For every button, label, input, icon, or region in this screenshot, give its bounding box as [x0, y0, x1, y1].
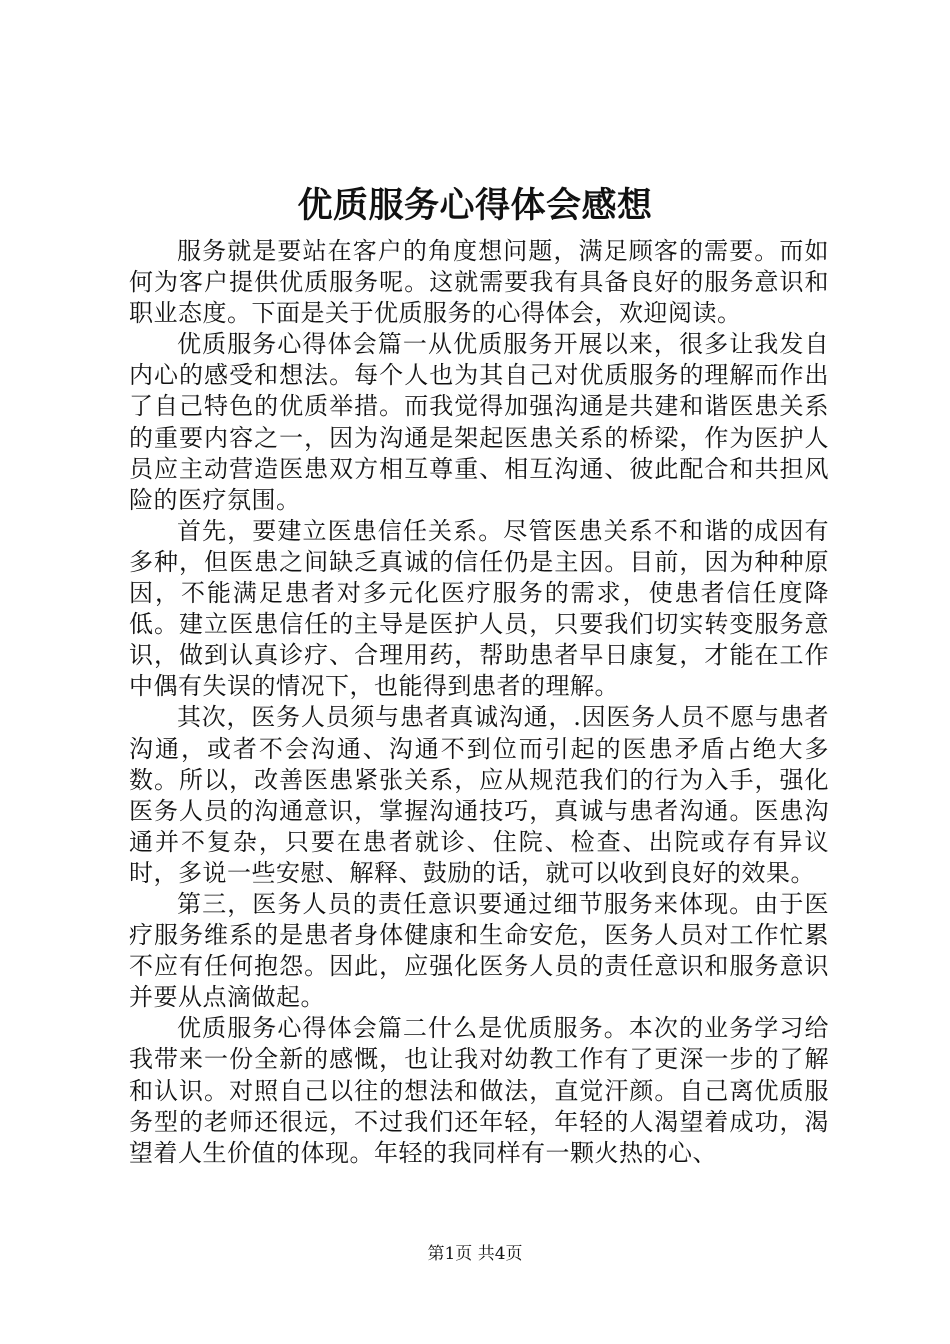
- page-number-footer: 第1页 共4页: [427, 1244, 523, 1264]
- paragraph-part-one: 优质服务心得体会篇一从优质服务开展以来，很多让我发自内心的感受和想法。每个人也为其自己对优质服务的理解而作出了自己特色的优质举措。而我觉得加强沟通是共建和谐医患关系的重要内容之一，因为沟通是架起医患关系的桥梁，作为医护人员应主动营造医患双方相互尊重、相互沟通、彼此配合和共担风险的医疗氛围。: [129, 330, 829, 514]
- document-title: 优质服务心得体会感想: [297, 186, 653, 226]
- paragraph-intro: 服务就是要站在客户的角度想问题，满足顾客的需要。而如何为客户提供优质服务呢。这就需要我有具备良好的服务意识和职业态度。下面是关于优质服务的心得体会，欢迎阅读。: [129, 237, 829, 328]
- document-body: [129, 236, 829, 1169]
- paragraph-third-point: 第三，医务人员的责任意识要通过细节服务来体现。由于医疗服务维系的是患者身体健康和生命安危，医务人员对工作忙累不应有任何抱怨。因此，应强化医务人员的责任意识和服务意识并要从点滴做起。: [129, 889, 829, 1012]
- paragraph-second-point: 其次，医务人员须与患者真诚沟通，.因医务人员不愿与患者沟通，或者不会沟通、沟通不到位而引起的医患矛盾占绝大多数。所以，改善医患紧张关系，应从规范我们的行为入手，强化医务人员的沟通意识，掌握沟通技巧，真诚与患者沟通。医患沟通并不复杂，只要在患者就诊、住院、检查、出院或存有异议时，多说一些安慰、解释、鼓励的话，就可以收到良好的效果。: [129, 703, 829, 887]
- paragraph-part-two: 优质服务心得体会篇二什么是优质服务。本次的业务学习给我带来一份全新的感慨，也让我对幼教工作有了更深一步的了解和认识。对照自己以往的想法和做法，直觉汗颜。自己离优质服务型的老师还很远，不过我们还年轻，年轻的人渴望着成功，渴望着人生价值的体现。年轻的我同样有一颗火热的心、: [129, 1014, 829, 1167]
- paragraph-first-point: 首先，要建立医患信任关系。尽管医患关系不和谐的成因有多种，但医患之间缺乏真诚的信任仍是主因。目前，因为种种原因，不能满足患者对多元化医疗服务的需求，使患者信任度降低。建立医患信任的主导是医护人员，只要我们切实转变服务意识，做到认真诊疗、合理用药，帮助患者早日康复，才能在工作中偶有失误的情况下，也能得到患者的理解。: [129, 516, 829, 701]
